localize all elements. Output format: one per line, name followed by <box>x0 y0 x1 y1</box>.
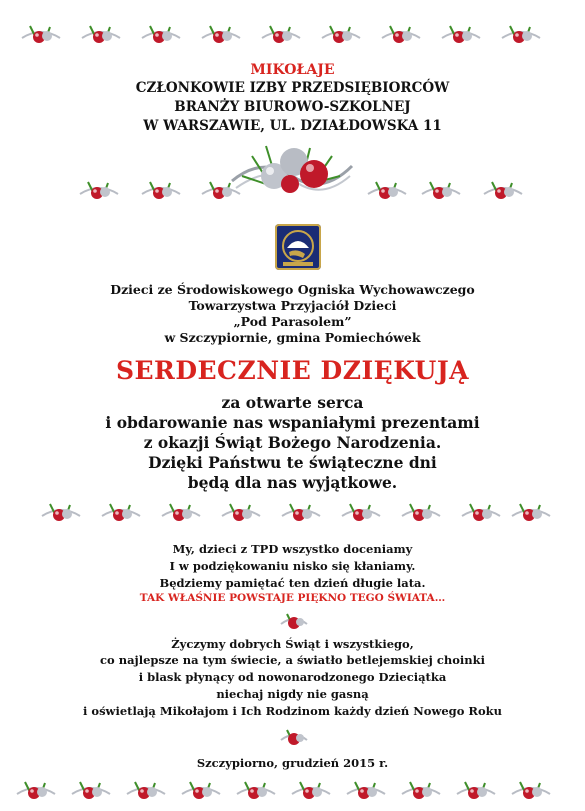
poem-line-3: Będziemy pamiętać ten dzień długie lata. <box>159 576 426 590</box>
garland-ornament-icon <box>15 778 57 804</box>
garland-ornament-icon <box>100 500 142 526</box>
umbrella-hand-logo-icon <box>275 224 321 270</box>
poem-line-2: I w podziękowaniu nisko się kłaniamy. <box>169 559 416 573</box>
signature-line: Szczypiorno, grudzień 2015 r. <box>196 756 389 770</box>
garland-ornament-icon <box>140 178 182 204</box>
garland-ornament-icon <box>366 178 408 204</box>
lower-garland <box>0 500 585 530</box>
garland-ornament-icon <box>510 778 552 804</box>
from-line-3: „Pod Parasolem” <box>233 314 352 329</box>
garland-ornament-icon <box>440 22 482 48</box>
garland-ornament-icon <box>180 778 222 804</box>
middle-garland <box>0 178 585 208</box>
garland-ornament-icon <box>460 500 502 526</box>
header-title: MIKOŁAJE <box>250 62 335 78</box>
garland-ornament-icon <box>280 500 322 526</box>
wishes-line-5: i oświetlają Mikołajom i Ich Rodzinom każdy dzień Nowego Roku <box>83 704 502 718</box>
garland-ornament-icon <box>510 500 552 526</box>
garland-ornament-icon <box>20 22 62 48</box>
header-line-3: BRANŻY BIUROWO-SZKOLNEJ <box>174 99 411 115</box>
thanks-title: SERDECZNIE DZIĘKUJĄ <box>115 356 470 385</box>
garland-ornament-icon <box>40 500 82 526</box>
thanks-line-2: i obdarowanie nas wspaniałymi prezentami <box>105 413 480 432</box>
tpd-logo <box>275 224 321 270</box>
header-line-2: CZŁONKOWIE IZBY PRZEDSIĘBIORCÓW <box>135 80 450 96</box>
garland-ornament-icon <box>400 500 442 526</box>
garland-ornament-icon <box>200 178 242 204</box>
wishes-line-4: niechaj nigdy nie gasną <box>216 687 369 701</box>
garland-ornament-icon <box>80 22 122 48</box>
garland-ornament-icon <box>380 22 422 48</box>
wishes-line-3: i blask płynący od nowonarodzonego Dzieciątka <box>138 670 447 684</box>
garland-ornament-icon <box>345 778 387 804</box>
garland-ornament-icon <box>160 500 202 526</box>
garland-ornament-icon <box>235 778 277 804</box>
from-line-2: Towarzystwa Przyjaciół Dzieci <box>188 298 397 313</box>
garland-ornament-icon <box>420 178 462 204</box>
thanks-line-3: z okazji Świąt Bożego Narodzenia. <box>143 433 442 452</box>
garland-ornament-icon <box>78 178 120 204</box>
wishes-line-1: Życzymy dobrych Świąt i wszystkiego, <box>171 637 414 651</box>
thanks-line-4: Dzięki Państwu te świąteczne dni <box>148 453 437 472</box>
thanks-line-1: za otwarte serca <box>221 393 364 412</box>
poem-line-1: My, dzieci z TPD wszystko doceniamy <box>172 542 413 556</box>
garland-ornament-icon <box>500 22 542 48</box>
garland-ornament-icon <box>260 22 302 48</box>
wishes-line-2: co najlepsze na tym świecie, a światło betlejemskiej choinki <box>100 653 485 667</box>
garland-ornament-icon <box>400 778 442 804</box>
garland-ornament-icon <box>125 778 167 804</box>
garland-ornament-icon <box>70 778 112 804</box>
bottom-garland <box>0 778 585 808</box>
from-line-4: w Szczypiornie, gmina Pomiechówek <box>164 330 421 345</box>
garland-ornament-icon <box>200 22 242 48</box>
garland-ornament-icon <box>320 22 362 48</box>
thanks-line-5: będą dla nas wyjątkowe. <box>187 473 398 492</box>
header-line-4: W WARSZAWIE, UL. DZIAŁDOWSKA 11 <box>143 118 442 134</box>
garland-ornament-icon <box>482 178 524 204</box>
garland-ornament-icon <box>290 778 332 804</box>
garland-ornament-icon <box>455 778 497 804</box>
poem-highlight: TAK WŁAŚNIE POWSTAJE PIĘKNO TEGO ŚWIATA… <box>139 592 446 604</box>
garland-ornament-icon <box>340 500 382 526</box>
garland-ornament-icon <box>140 22 182 48</box>
small-bauble-ornament <box>279 726 309 748</box>
top-garland <box>0 22 585 52</box>
from-line-1: Dzieci ze Środowiskowego Ogniska Wychowawczego <box>110 282 475 297</box>
garland-ornament-icon <box>220 500 262 526</box>
small-bauble-ornament <box>279 610 309 632</box>
